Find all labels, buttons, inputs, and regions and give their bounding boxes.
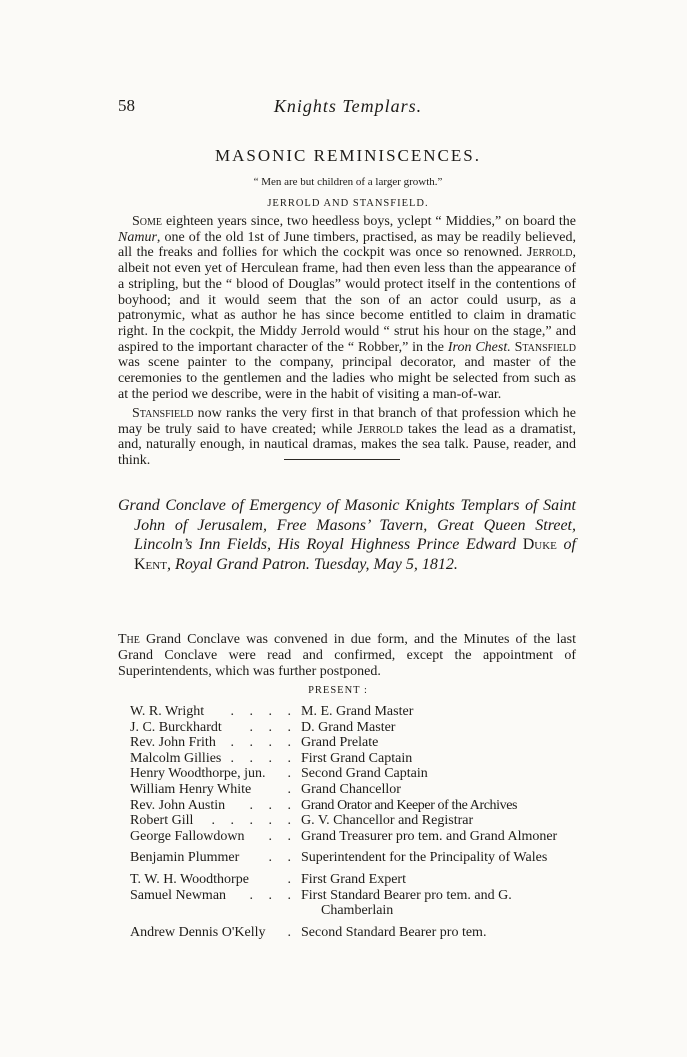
member-office: Grand Prelate [301, 735, 379, 751]
text-run: takes the lead as a dramatist, and, naturally enough, in nautical dramas, makes the sea talk. Pause, reader, and think. [118, 421, 576, 469]
member-office: G. V. Chancellor and Registrar [301, 813, 474, 829]
leader-dots: . . . . [230, 750, 297, 766]
conclave-heading [118, 496, 576, 574]
page-header [118, 96, 578, 118]
leader-dots: . [287, 781, 297, 797]
member-office: First Standard Bearer pro tem. and G. Chamberlain [301, 887, 512, 919]
member-name [130, 829, 301, 845]
member-office: First Grand Captain [301, 750, 413, 766]
paragraph-conclave-convened [118, 632, 576, 680]
member-name-text: Malcolm Gillies [130, 750, 222, 766]
leader-dots: . . . . [230, 704, 297, 719]
member-office: Grand Orator and Keeper of the Archives [301, 797, 518, 813]
text-run: of [556, 536, 577, 553]
member-name-text: W. R. Wright [130, 704, 205, 719]
roster-row [130, 925, 576, 941]
lead-word: Some [132, 214, 163, 229]
leader-dots: . [287, 924, 297, 940]
roster-row [130, 751, 576, 767]
running-title: Knights Templars. [273, 96, 423, 116]
member-office: Grand Treasurer pro tem. and Grand Almoner [301, 828, 558, 844]
member-name-text: George Fallowdown [130, 828, 245, 844]
member-name [130, 925, 301, 941]
text-run: eighteen years since, two heedless boys, yclept “ Middies,” on board the [162, 214, 576, 229]
member-name [130, 850, 301, 866]
roster-row [130, 829, 576, 845]
member-name-text: Andrew Dennis O'Kelly [130, 924, 266, 940]
member-office: First Grand Expert [301, 871, 406, 887]
roster-row [130, 766, 576, 782]
leader-dots: . . . [249, 797, 297, 813]
member-name [130, 735, 301, 751]
paragraph-jerrold-stansfield [118, 214, 576, 402]
roster-row [130, 720, 576, 736]
member-name-text: Henry Woodthorpe, jun. [130, 766, 266, 782]
ship-name: Namur [118, 229, 157, 245]
leader-dots: . [287, 871, 297, 887]
roster-row [130, 850, 576, 866]
text-run: , one of the old 1st of June timbers, practised, as may be readily believed, all the freaks and follies for which the cockpit was once so renowned. [118, 229, 576, 261]
member-office: D. Grand Master [301, 719, 396, 735]
leader-dots: . . . [249, 887, 297, 903]
member-name [130, 813, 301, 829]
present-roster [130, 704, 576, 940]
page-number: 58 [118, 96, 135, 115]
member-name [130, 798, 301, 814]
roster-row [130, 735, 576, 751]
roster-row [130, 704, 576, 720]
member-name [130, 751, 301, 767]
member-name [130, 720, 301, 736]
lead-word: The [118, 632, 140, 647]
section-title: MASONIC REMINISCENCES. [215, 146, 481, 165]
text-run: , Royal Grand Patron. Tuesday, May 5, 1812. [166, 555, 458, 573]
section-subheading: JERROLD AND STANSFIELD. [267, 198, 429, 209]
name-jerrold: Jerrold [357, 421, 403, 437]
play-title: Iron Chest. [447, 339, 511, 355]
member-name-text: Benjamin Plummer [130, 850, 240, 866]
member-office: M. E. Grand Master [301, 704, 414, 719]
member-name-text: J. C. Burckhardt [130, 719, 222, 735]
text-run: Grand Conclave of Emergency of Masonic Knights Templars of Saint John of Jerusalem, Free Masons’ Tavern, Great Queen Street, Lincoln’s Inn Fields, His Royal Highness Prince Edward [118, 497, 576, 553]
leader-dots: . . [268, 828, 297, 844]
text-run: Grand Conclave was convened in due form, and the Minutes of the last Grand Conclave were read and confirmed, except the appointment of Superintendents, which was further postponed. [118, 632, 576, 679]
present-label: PRESENT : [308, 685, 368, 696]
member-name [130, 766, 301, 782]
member-name-text: Samuel Newman [130, 887, 227, 903]
roster-row [130, 872, 576, 888]
leader-dots: . . . . . [211, 813, 297, 829]
member-name-text: William Henry White [130, 781, 252, 797]
roster-row [130, 813, 576, 829]
text-run: now ranks the very first in that branch of that profession which he may be truly said to have created; while [118, 406, 576, 437]
member-name [130, 782, 301, 798]
text-run: was scene painter to the company, principal decorator, and master of the ceremonies to the gentlemen and the ladies who might be selected from such as at the period we describe, were in the habit of visiting a man-of-war. [118, 355, 576, 402]
member-name-text: Rev. John Austin [130, 797, 226, 813]
section-divider [284, 459, 400, 460]
text-run: , albeit not even yet of Herculean frame, had then even less than the appearance of a stripling, but the “ blood of Douglas” would protect itself in the contentions of boyhood; and it would seem that the son of an actor could usurp, as a patronymic, what as author he has since become entitled to claim in dramatic right. In the cockpit, the Middy Jerrold would “ strut his hour on the stage,” and aspired to the important character of the “ Robber,” in the [118, 245, 576, 355]
roster-row [130, 782, 576, 798]
name-jerrold: Jerrold [527, 245, 573, 261]
member-name-text: T. W. H. Woodthorpe [130, 871, 249, 887]
roster-row [130, 798, 576, 814]
member-office: Superintendent for the Principality of Wales [301, 850, 548, 866]
epigraph: “ Men are but children of a larger growth.” [253, 176, 443, 188]
leader-dots: . . [268, 850, 297, 866]
title-kent: Kent [134, 555, 167, 573]
leader-dots: . [287, 766, 297, 782]
member-office: Second Standard Bearer pro tem. [301, 924, 487, 940]
member-name-text: Robert Gill [130, 813, 194, 829]
member-name [130, 888, 301, 919]
leader-dots: . . . . [230, 735, 297, 751]
name-stansfield: Stansfield [132, 406, 194, 421]
member-office: Grand Chancellor [301, 781, 401, 797]
roster-row [130, 888, 576, 919]
member-name [130, 704, 301, 720]
title-duke: Duke [522, 536, 557, 553]
member-office: Second Grand Captain [301, 766, 428, 782]
member-name-text: Rev. John Frith [130, 735, 216, 751]
member-name [130, 872, 301, 888]
name-stansfield: Stansfield [514, 339, 577, 355]
leader-dots: . . . [249, 719, 297, 735]
